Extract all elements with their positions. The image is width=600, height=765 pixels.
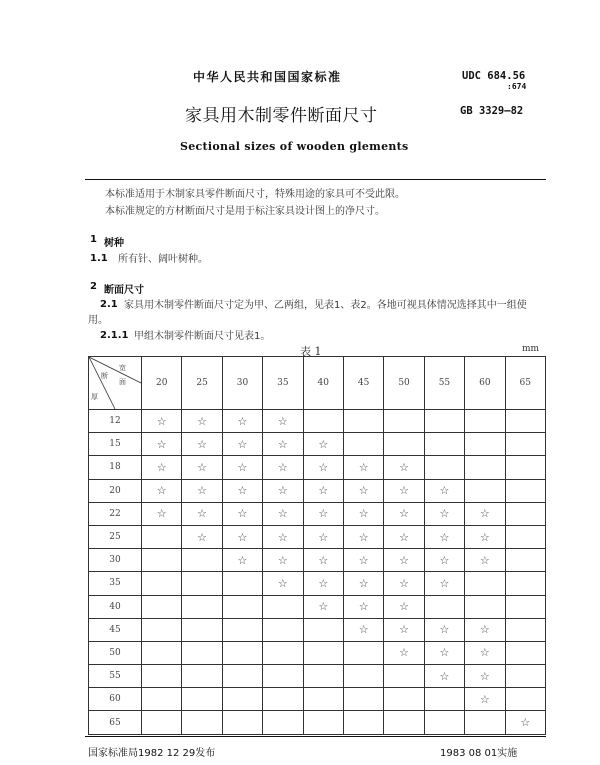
star-icon: ☆ <box>439 484 450 498</box>
size-cell <box>505 618 545 641</box>
item-2-1-number: 2.1 <box>100 299 118 310</box>
size-cell <box>303 502 343 525</box>
size-cell <box>384 502 424 525</box>
size-cell <box>465 456 505 479</box>
star-icon: ☆ <box>520 716 531 730</box>
size-cell <box>505 572 545 595</box>
size-cell <box>182 618 222 641</box>
size-cell <box>303 688 343 711</box>
size-cell <box>343 665 383 688</box>
star-icon: ☆ <box>439 576 450 590</box>
thickness-cell: 25 <box>89 525 142 548</box>
size-cell <box>303 641 343 664</box>
size-cell <box>303 456 343 479</box>
table-row <box>89 549 546 572</box>
size-cell <box>303 479 343 502</box>
star-icon: ☆ <box>479 553 490 567</box>
star-icon: ☆ <box>277 553 288 567</box>
size-cell <box>182 525 222 548</box>
size-cell <box>142 456 182 479</box>
size-cell <box>263 688 303 711</box>
star-icon: ☆ <box>277 484 288 498</box>
size-cell <box>142 572 182 595</box>
size-cell <box>384 525 424 548</box>
star-icon: ☆ <box>197 437 208 451</box>
size-cell <box>343 479 383 502</box>
size-cell <box>182 410 222 433</box>
size-cell <box>343 595 383 618</box>
star-icon: ☆ <box>479 646 490 660</box>
width-header: 30 <box>222 357 262 410</box>
size-cell <box>505 456 545 479</box>
size-cell <box>222 479 262 502</box>
size-cell <box>384 618 424 641</box>
star-icon: ☆ <box>358 507 369 521</box>
size-cell <box>424 479 464 502</box>
star-icon: ☆ <box>479 530 490 544</box>
size-cell <box>384 410 424 433</box>
size-cell <box>424 433 464 456</box>
size-cell <box>465 688 505 711</box>
size-cell <box>142 688 182 711</box>
corner-label-width: 宽 <box>119 364 126 372</box>
size-cell <box>424 456 464 479</box>
size-cell <box>384 641 424 664</box>
table-row <box>89 665 546 688</box>
table-row <box>89 479 546 502</box>
star-icon: ☆ <box>237 553 248 567</box>
star-icon: ☆ <box>399 553 409 567</box>
size-cell <box>343 711 383 734</box>
bottom-divider <box>85 736 546 737</box>
star-icon: ☆ <box>399 623 409 637</box>
size-cell <box>424 711 464 734</box>
star-icon: ☆ <box>156 460 167 474</box>
size-cell <box>263 456 303 479</box>
size-cell <box>384 595 424 618</box>
size-cell <box>263 549 303 572</box>
size-cell <box>505 688 545 711</box>
star-icon: ☆ <box>399 460 409 474</box>
section-2-heading: 断面尺寸 <box>104 285 144 296</box>
size-cell <box>142 641 182 664</box>
item-2-1-text-line1: 家具用木制零件断面尺寸定为甲、乙两组，见表1、表2。各地可视具体情况选择其中一组使 <box>124 300 527 311</box>
star-icon: ☆ <box>237 437 248 451</box>
size-cell <box>465 711 505 734</box>
size-cell <box>303 665 343 688</box>
size-cell <box>465 502 505 525</box>
size-cell <box>263 525 303 548</box>
size-cell <box>263 479 303 502</box>
page-title-english: Sectional sizes of wooden glements <box>180 140 409 153</box>
star-icon: ☆ <box>197 414 208 428</box>
size-cell <box>343 572 383 595</box>
size-cell <box>222 549 262 572</box>
size-cell <box>182 456 222 479</box>
size-cell <box>222 665 262 688</box>
size-cell <box>182 711 222 734</box>
size-cell <box>384 688 424 711</box>
thickness-cell: 50 <box>89 641 142 664</box>
size-cell <box>384 549 424 572</box>
size-cell <box>222 410 262 433</box>
size-cell <box>142 549 182 572</box>
size-cell <box>465 410 505 433</box>
udc-code: UDC 684.56 <box>462 70 526 82</box>
size-cell <box>142 618 182 641</box>
size-cell <box>424 549 464 572</box>
size-cell <box>343 549 383 572</box>
size-cell <box>505 525 545 548</box>
star-icon: ☆ <box>277 576 288 590</box>
size-cell <box>384 433 424 456</box>
gb-code: GB 3329—82 <box>460 105 524 117</box>
size-cell <box>222 688 262 711</box>
size-cell <box>222 456 262 479</box>
thickness-cell: 45 <box>89 618 142 641</box>
size-cell <box>505 433 545 456</box>
size-cell <box>303 595 343 618</box>
size-cell <box>142 595 182 618</box>
star-icon: ☆ <box>399 646 409 660</box>
size-cell <box>505 549 545 572</box>
star-icon: ☆ <box>277 460 288 474</box>
size-cell <box>222 502 262 525</box>
size-cell <box>303 433 343 456</box>
standard-org-title: 中华人民共和国国家标准 <box>193 70 342 84</box>
star-icon: ☆ <box>318 576 329 590</box>
thickness-cell: 20 <box>89 479 142 502</box>
size-cell <box>142 479 182 502</box>
star-icon: ☆ <box>479 507 490 521</box>
size-cell <box>182 433 222 456</box>
star-icon: ☆ <box>479 623 490 637</box>
thickness-cell: 60 <box>89 688 142 711</box>
size-cell <box>222 525 262 548</box>
star-icon: ☆ <box>358 530 369 544</box>
star-icon: ☆ <box>156 507 167 521</box>
star-icon: ☆ <box>197 484 208 498</box>
size-cell <box>182 479 222 502</box>
star-icon: ☆ <box>439 553 450 567</box>
section-1-heading: 树种 <box>104 238 124 249</box>
section-size-table <box>88 356 546 735</box>
thickness-cell: 12 <box>89 410 142 433</box>
size-cell <box>142 711 182 734</box>
size-cell <box>424 572 464 595</box>
size-cell <box>222 572 262 595</box>
intro-paragraph-1: 本标准适用于木制家具零件断面尺寸，特殊用途的家具可不受此限。 <box>105 189 405 200</box>
corner-label-face: 面 <box>119 378 126 386</box>
size-cell <box>142 502 182 525</box>
size-cell <box>343 641 383 664</box>
section-1-number: 1 <box>90 234 97 245</box>
table-row <box>89 410 546 433</box>
star-icon: ☆ <box>318 507 329 521</box>
star-icon: ☆ <box>358 460 369 474</box>
size-cell <box>303 410 343 433</box>
size-cell <box>505 479 545 502</box>
table-unit: mm <box>522 344 540 354</box>
star-icon: ☆ <box>318 530 329 544</box>
size-cell <box>465 595 505 618</box>
star-icon: ☆ <box>318 460 329 474</box>
size-cell <box>465 572 505 595</box>
star-icon: ☆ <box>318 484 329 498</box>
size-cell <box>263 711 303 734</box>
size-cell <box>142 433 182 456</box>
table-caption: 表 1 <box>300 345 322 358</box>
star-icon: ☆ <box>277 507 288 521</box>
table-row <box>89 572 546 595</box>
star-icon: ☆ <box>358 623 369 637</box>
size-cell <box>263 433 303 456</box>
size-cell <box>424 410 464 433</box>
star-icon: ☆ <box>197 460 208 474</box>
size-cell <box>384 456 424 479</box>
udc-subcode: :674 <box>507 82 527 91</box>
star-icon: ☆ <box>156 414 167 428</box>
intro-paragraph-2: 本标准规定的方材断面尺寸是用于标注家具设计图上的净尺寸。 <box>105 206 385 217</box>
thickness-cell: 22 <box>89 502 142 525</box>
size-cell <box>222 641 262 664</box>
size-cell <box>142 665 182 688</box>
size-cell <box>384 665 424 688</box>
size-cell <box>303 525 343 548</box>
size-cell <box>424 595 464 618</box>
star-icon: ☆ <box>277 414 288 428</box>
issue-date: 国家标准局1982 12 29发布 <box>88 748 216 759</box>
size-cell <box>384 572 424 595</box>
thickness-cell: 55 <box>89 665 142 688</box>
size-cell <box>465 525 505 548</box>
table-row <box>89 502 546 525</box>
star-icon: ☆ <box>399 484 409 498</box>
star-icon: ☆ <box>439 507 450 521</box>
size-cell <box>303 711 343 734</box>
size-cell <box>343 618 383 641</box>
table-row <box>89 525 546 548</box>
star-icon: ☆ <box>156 437 167 451</box>
thickness-cell: 30 <box>89 549 142 572</box>
size-cell <box>424 641 464 664</box>
size-cell <box>343 456 383 479</box>
size-cell <box>222 618 262 641</box>
star-icon: ☆ <box>439 669 450 683</box>
star-icon: ☆ <box>277 437 288 451</box>
size-cell <box>343 688 383 711</box>
section-2-number: 2 <box>90 281 97 292</box>
size-cell <box>182 688 222 711</box>
table-header-row <box>89 357 546 410</box>
size-cell <box>142 410 182 433</box>
star-icon: ☆ <box>237 414 248 428</box>
size-cell <box>263 618 303 641</box>
table-corner-cell <box>89 357 142 410</box>
size-cell <box>343 502 383 525</box>
star-icon: ☆ <box>197 530 208 544</box>
width-header: 65 <box>505 357 545 410</box>
size-cell <box>343 525 383 548</box>
item-1-1-text: 所有针、阔叶树种。 <box>118 254 208 265</box>
size-cell <box>222 433 262 456</box>
width-header: 25 <box>182 357 222 410</box>
table-row <box>89 641 546 664</box>
table-row <box>89 688 546 711</box>
star-icon: ☆ <box>156 484 167 498</box>
size-cell <box>505 641 545 664</box>
star-icon: ☆ <box>358 576 369 590</box>
size-cell <box>142 525 182 548</box>
size-cell <box>465 549 505 572</box>
item-2-1-1-text: 甲组木制零件断面尺寸见表1。 <box>134 331 271 342</box>
star-icon: ☆ <box>439 646 450 660</box>
size-cell <box>182 595 222 618</box>
width-header: 20 <box>142 357 182 410</box>
size-cell <box>465 479 505 502</box>
size-cell <box>343 410 383 433</box>
size-cell <box>222 711 262 734</box>
star-icon: ☆ <box>399 507 409 521</box>
width-header: 50 <box>384 357 424 410</box>
size-cell <box>505 595 545 618</box>
width-header: 35 <box>263 357 303 410</box>
star-icon: ☆ <box>439 530 450 544</box>
size-cell <box>263 410 303 433</box>
size-cell <box>182 665 222 688</box>
size-cell <box>263 641 303 664</box>
table-row <box>89 433 546 456</box>
thickness-cell: 15 <box>89 433 142 456</box>
star-icon: ☆ <box>358 484 369 498</box>
table-row <box>89 711 546 734</box>
width-header: 45 <box>343 357 383 410</box>
star-icon: ☆ <box>358 600 369 614</box>
size-cell <box>424 525 464 548</box>
size-cell <box>263 502 303 525</box>
width-header: 55 <box>424 357 464 410</box>
page-title: 家具用木制零件断面尺寸 <box>185 106 378 126</box>
star-icon: ☆ <box>479 669 490 683</box>
size-cell <box>505 711 545 734</box>
size-cell <box>465 433 505 456</box>
size-cell <box>384 711 424 734</box>
corner-label-thickness: 厚 <box>91 393 98 401</box>
size-cell <box>505 502 545 525</box>
table-row <box>89 595 546 618</box>
star-icon: ☆ <box>439 623 450 637</box>
thickness-cell: 18 <box>89 456 142 479</box>
star-icon: ☆ <box>237 484 248 498</box>
star-icon: ☆ <box>358 553 369 567</box>
star-icon: ☆ <box>197 507 208 521</box>
item-2-1-text-line2: 用。 <box>88 315 108 326</box>
size-cell <box>263 572 303 595</box>
size-cell <box>424 618 464 641</box>
size-cell <box>465 641 505 664</box>
star-icon: ☆ <box>237 460 248 474</box>
star-icon: ☆ <box>399 600 409 614</box>
size-cell <box>182 502 222 525</box>
size-cell <box>303 618 343 641</box>
table-body <box>89 410 546 735</box>
star-icon: ☆ <box>318 437 329 451</box>
star-icon: ☆ <box>237 507 248 521</box>
size-cell <box>343 433 383 456</box>
size-cell <box>424 688 464 711</box>
corner-label-section: 断 <box>101 372 108 380</box>
size-cell <box>182 549 222 572</box>
width-header: 60 <box>465 357 505 410</box>
size-cell <box>222 595 262 618</box>
size-cell <box>505 665 545 688</box>
size-cell <box>424 502 464 525</box>
item-1-1-number: 1.1 <box>90 253 108 264</box>
star-icon: ☆ <box>318 600 329 614</box>
size-cell <box>263 665 303 688</box>
star-icon: ☆ <box>318 553 329 567</box>
width-header: 40 <box>303 357 343 410</box>
star-icon: ☆ <box>277 530 288 544</box>
size-cell <box>182 641 222 664</box>
thickness-cell: 65 <box>89 711 142 734</box>
size-cell <box>263 595 303 618</box>
thickness-cell: 35 <box>89 572 142 595</box>
star-icon: ☆ <box>399 576 409 590</box>
top-divider <box>85 179 546 180</box>
table-row <box>89 618 546 641</box>
size-cell <box>303 549 343 572</box>
table-row <box>89 456 546 479</box>
size-cell <box>465 665 505 688</box>
size-cell <box>303 572 343 595</box>
star-icon: ☆ <box>479 692 490 706</box>
effective-date: 1983 08 01实施 <box>440 748 518 759</box>
size-cell <box>424 665 464 688</box>
size-cell <box>182 572 222 595</box>
star-icon: ☆ <box>237 530 248 544</box>
size-cell <box>505 410 545 433</box>
thickness-cell: 40 <box>89 595 142 618</box>
size-cell <box>465 618 505 641</box>
item-2-1-1-number: 2.1.1 <box>100 330 129 341</box>
size-cell <box>384 479 424 502</box>
star-icon: ☆ <box>399 530 409 544</box>
